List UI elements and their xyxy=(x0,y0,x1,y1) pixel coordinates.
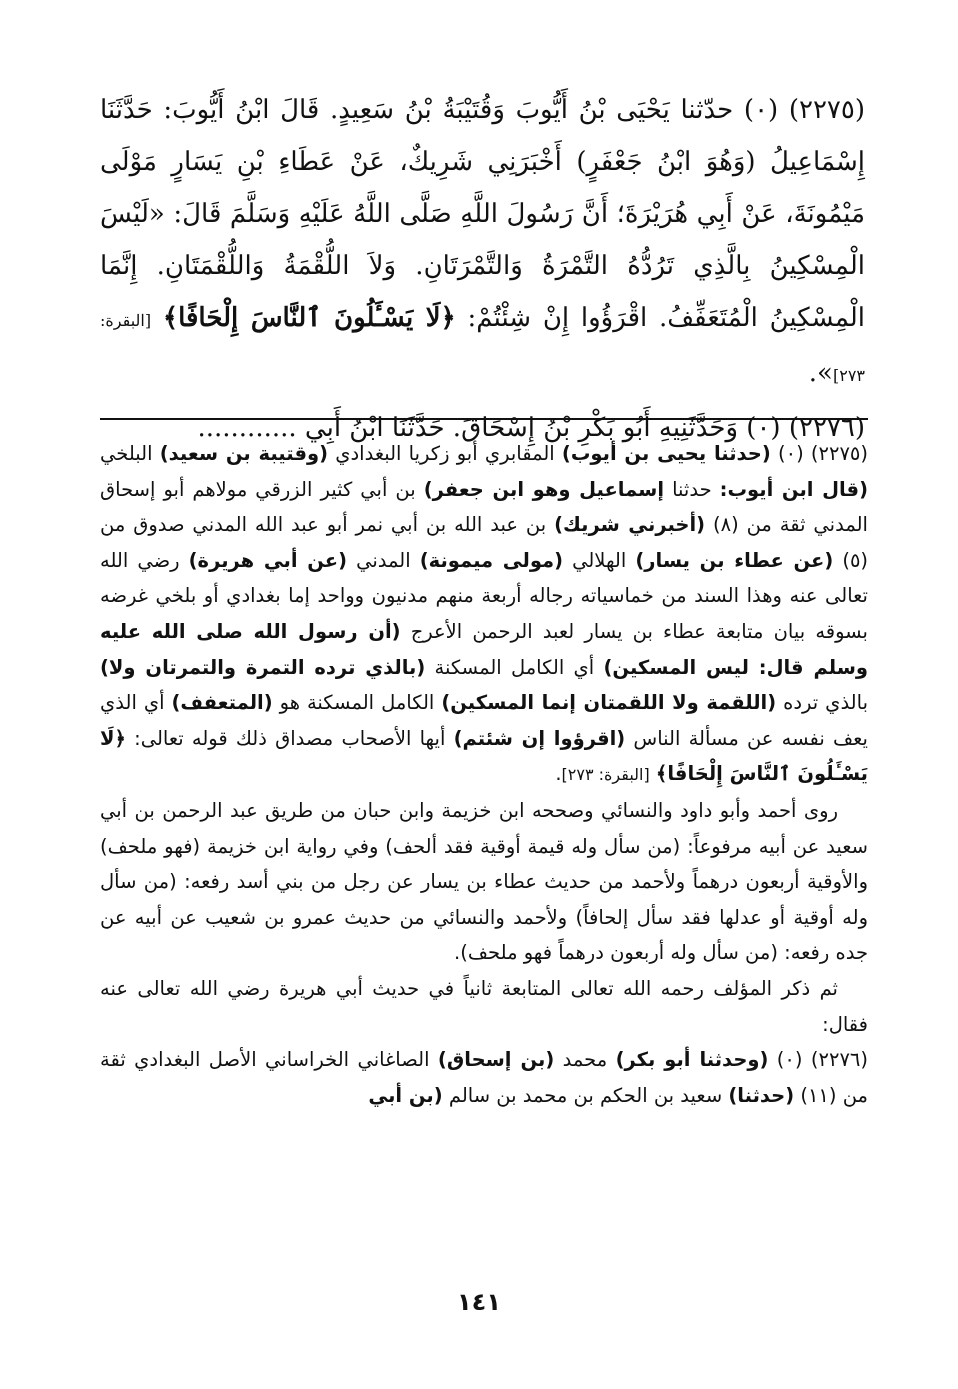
commentary-text: البلخي xyxy=(100,442,160,465)
quran-verse: ﴿لَا يَسْـَٔلُونَ ٱلنَّاسَ إِلْحَافًا﴾ xyxy=(100,726,868,786)
bold-quote: (وقتيبة بن سعيد) xyxy=(159,442,329,465)
commentary-paragraph-3: ثم ذكر المؤلف رحمه الله تعالى المتابعة ثانياً في حديث أبي هريرة رضي الله تعالى عنه فقال: xyxy=(100,976,868,1036)
hadith-2275 xyxy=(100,84,865,402)
bold-quote: (اللقمة ولا اللقمتان إنما المسكين) xyxy=(441,691,777,715)
bold-quote: (بن إسحاق) xyxy=(437,1048,555,1072)
bold-quote: (أخبرني شريك) xyxy=(554,513,706,537)
bold-quote: (وحدثنا أبو بكر) xyxy=(615,1048,769,1072)
commentary-text: الهلالي xyxy=(563,548,636,572)
bold-quote: (قال ابن أيوب: xyxy=(719,477,868,501)
commentary-text: بن عبد الله بن أبي نمر أبو عبد الله المدني صدوق من (٥) xyxy=(100,513,869,572)
commentary-section xyxy=(100,436,868,1113)
commentary-text: أيها الأصحاب مصداق ذلك قوله تعالى: xyxy=(125,726,454,750)
hadith-number: (٢٢٧٥) (٠) xyxy=(743,95,865,125)
bold-quote: (عن أبي هريرة) xyxy=(188,548,348,572)
commentary-text: محمد xyxy=(554,1048,616,1072)
page-number: ١٤١ xyxy=(457,1288,501,1316)
bold-quote: (المتعفف) xyxy=(171,691,273,715)
bold-quote: (حدثنا يحيى بن أيوب) xyxy=(561,442,771,465)
bold-quote: إسماعيل وهو ابن جعفر) xyxy=(423,477,665,501)
hadith-text: وَحَدَّثَنِيهِ أَبُو بَكْرِ بْنُ إِسْحَاقَ. حَدَّثَنَا ابْنُ أَبِي ............ xyxy=(197,413,739,443)
commentary-text: المقابري أبو زكريا البغدادي xyxy=(328,442,562,465)
bold-quote: (اقرؤوا إن شئتم) xyxy=(453,726,626,750)
commentary-text: رضي الله تعالى عنه وهذا السند من خماسياته رجاله أربعة منهم مدنيون وواحد إما بغدادي أو بلخي غرضه بسوقه بيان متابعة عطاء بن يسار لعبد الرحمن الأعرج xyxy=(100,548,868,643)
bold-quote: (عن عطاء بن يسار) xyxy=(635,548,834,572)
commentary-text: الصاغاني الخراساني الأصل البغدادي ثقة من (١١) xyxy=(100,1048,868,1107)
commentary-text: أي الكامل المسكنة xyxy=(425,655,604,679)
commentary-paragraph-1 xyxy=(100,436,868,793)
commentary-number: (٢٢٧٦) (٠) xyxy=(768,1048,869,1072)
commentary-text: حدثنا xyxy=(664,477,720,501)
commentary-text: المدني xyxy=(347,548,420,572)
bold-quote: (حدثنا) xyxy=(728,1083,795,1107)
commentary-text: سعيد بن الحكم بن محمد بن سالم xyxy=(442,1083,729,1107)
commentary-text: أي الذي يعف نفسه عن مسألة الناس xyxy=(100,691,868,750)
quran-reference: [البقرة: ٢٧٣] xyxy=(561,765,650,785)
bold-quote: (بن أبي xyxy=(368,1083,443,1107)
hadith-isnad: حدّثنا يَحْيَى بْنُ أَيُّوبَ وَقُتَيْبَةُ بْنُ سَعِيدٍ. قَالَ ابْنُ أَيُّوبَ: حَدَّثَنَا إِسْمَاعِيلُ (وَهُوَ ابْنُ جَعْفَرٍ) أَخْبَرَنِي شَرِيكٌ، عَنْ عَطَاءِ بْنِ يَسَارٍ مَوْلَى مَيْمُونَةَ، عَنْ أَبِي هُرَيْرَةَ؛ xyxy=(100,95,866,229)
commentary-paragraph-4 xyxy=(100,1042,868,1113)
hadith-number: (٢٢٧٦) (٠) xyxy=(746,413,865,443)
bold-quote: (مولى ميمونة) xyxy=(419,548,564,572)
commentary-text: الكامل المسكنة هو xyxy=(272,691,442,715)
quran-verse: ﴿لَا يَسْـَٔلُونَ ٱلنَّاسَ إِلْحَافًا﴾ xyxy=(162,303,456,333)
commentary-number: (٢٢٧٥) (٠) xyxy=(770,442,869,465)
bold-quote: (أن رسول الله صلى الله عليه وسلم قال: ليس المسكين) xyxy=(100,619,868,679)
divider-line xyxy=(100,418,868,420)
bold-quote: (بالذي ترده التمرة والتمرتان ولا) xyxy=(100,655,426,679)
quran-reference: [البقرة: ٢٧٣] xyxy=(100,311,865,385)
commentary-paragraph-2: روى أحمد وأبو داود والنسائي وصححه ابن خزيمة وابن حبان من طريق عبد الرحمن بن أبي سعيد عن أبيه مرفوعاً: (من سأل وله قيمة أوقية فقد ألحف) وفي رواية ابن خزيمة (فهو ملحف) والأوقية أربعون درهماً ولأحمد من حديث عطاء بن يسار عن رجل من بني أسد رفعه: (من سأل وله أوقية أو عدلها فقد سأل إلحافاً) ولأحمد والنسائي من حديث عمرو بن شعيب عن أبيه عن جده رفعه: (من سأل وله أربعون درهماً فهو ملحف). xyxy=(100,798,868,965)
hadith-matn: أَنَّ رَسُولَ اللَّهِ صَلَّى اللَّهُ عَلَيْهِ وَسَلَّمَ قَالَ: «لَيْسَ الْمِسْكِينُ بِالَّذِي تَرُدُّهُ التَّمْرَةُ وَالتَّمْرَتَانِ. وَلاَ اللُّقْمَةُ وَاللُّقْمَتَانِ. إِنَّمَا الْمِسْكِينُ الْمُتَعَفِّفُ. اقْرَؤُوا إِنْ شِئْتُمْ: xyxy=(100,199,865,333)
hadith-main-text xyxy=(100,84,865,454)
hadith-ending: ». xyxy=(808,358,833,388)
commentary-text: بن أبي كثير الزرقي مولاهم أبو إسحاق المدني ثقة من (٨) xyxy=(100,477,868,537)
commentary-text: بالذي ترده xyxy=(776,691,868,715)
commentary-ending: . xyxy=(555,762,562,786)
